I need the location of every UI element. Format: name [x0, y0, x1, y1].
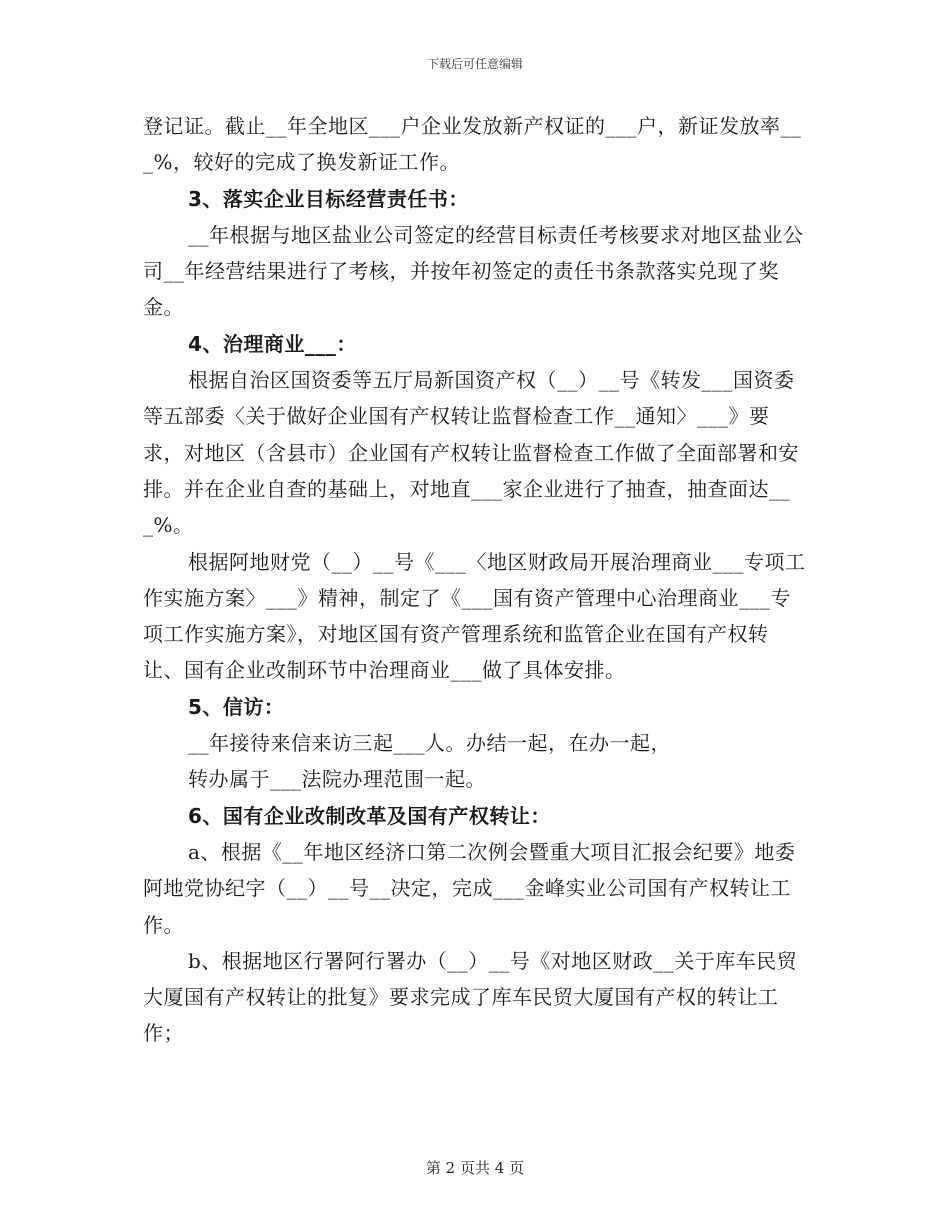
paragraph-line: 转办属于___法院办理范围一起。	[188, 767, 486, 792]
paragraph-item-a: a、根据《__年地区经济口第二次例会暨重大项目汇报会纪要》地委阿地党协纪字（__）__号__决定，完成___金峰实业公司国有产权转让工作。	[143, 839, 796, 937]
section-heading-5: 5、信访：	[188, 694, 285, 719]
section-heading-4: 4、治理商业___：	[188, 331, 357, 356]
paragraph-line: __年接待来信来访三起___人。办结一起，在办一起，	[188, 731, 671, 756]
section-heading-3: 3、落实企业目标经营责任书：	[188, 186, 469, 211]
paragraph-continuation: 登记证。截止__年全地区___户企业发放新产权证的___户，新证发放率___%，较好的完成了换发新证工作。	[143, 114, 802, 175]
paragraph: 根据自治区国资委等五厅局新国资产权（__）__号《转发___国资委等五部委〈关于做好企业国有产权转让监督检查工作__通知〉___》要求，对地区（含县市）企业国有产权转让监督检查工作做了全面部署和安排。并在企业自查的基础上，对地直___家企业进行了抽查，抽查面达___%。	[143, 368, 799, 538]
page-header: 下载后可任意编辑	[426, 57, 523, 71]
document-body	[143, 108, 808, 1052]
paragraph-item-b: b、根据地区行署阿行署办（__）__号《对地区财政__关于库车民贸大厦国有产权转让的批复》要求完成了库车民贸大厦国有产权的转让工作；	[143, 948, 798, 1046]
paragraph: 根据阿地财党（__）__号《___〈地区财政局开展治理商业___专项工作实施方案〉___》精神，制定了《___国有资产管理中心治理商业___专项工作实施方案》，对地区国有资产管理系统和监管企业在国有产权转让、国有企业改制环节中治理商业___做了具体安排。	[143, 549, 806, 683]
section-heading-6: 6、国有企业改制改革及国有产权转让：	[188, 803, 551, 828]
paragraph: __年根据与地区盐业公司签定的经营目标责任考核要求对地区盐业公司__年经营结果进行了考核，并按年初签定的责任书条款落实兑现了奖金。	[143, 222, 804, 320]
page-footer: 第 2 页共 4 页	[425, 1159, 525, 1177]
